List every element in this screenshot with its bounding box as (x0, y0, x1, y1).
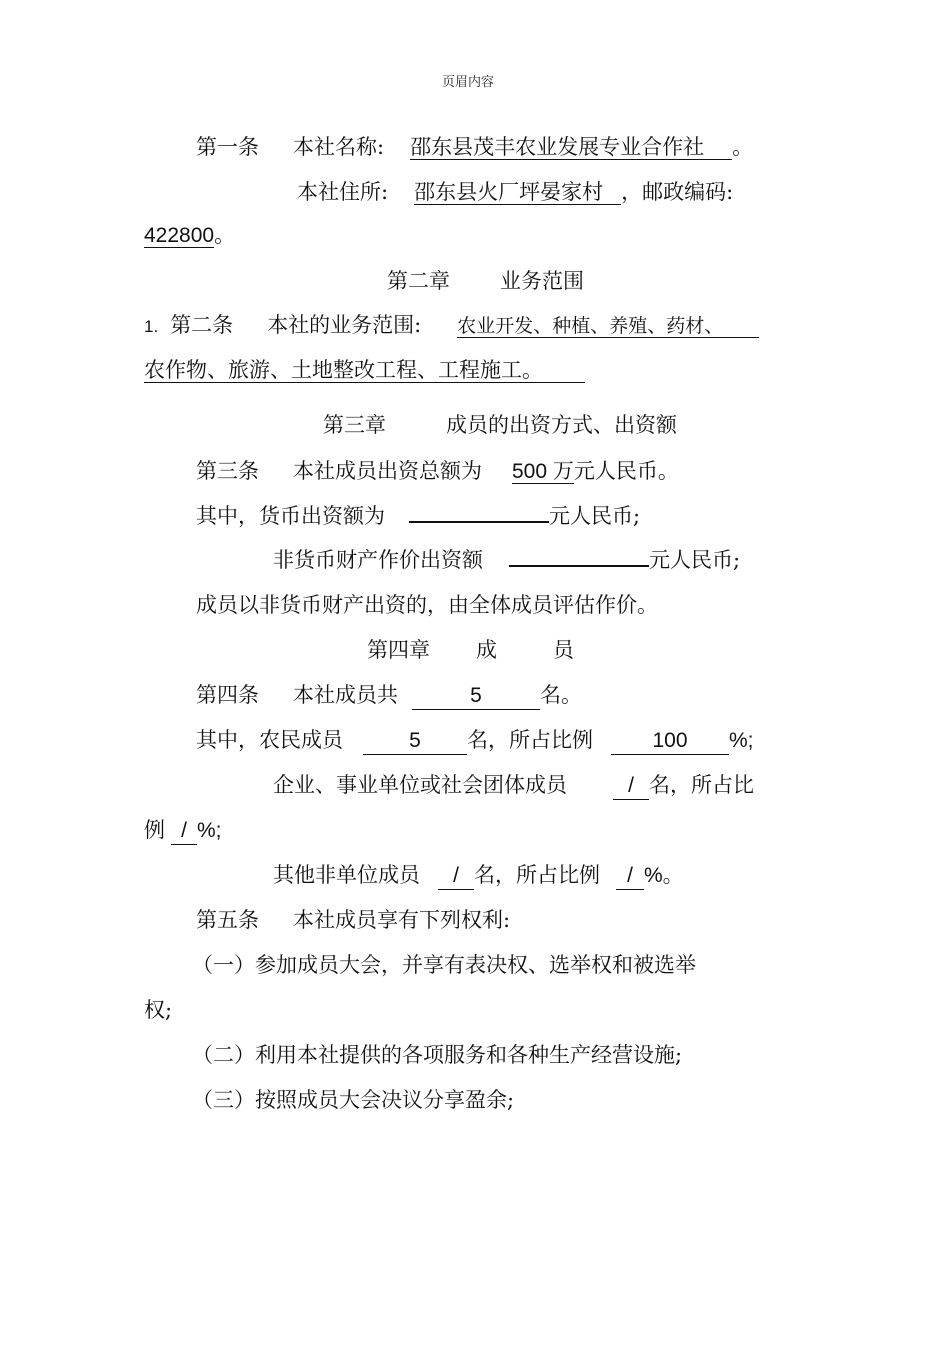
business-scope-1: 农业开发、种植、养殖、药材、 (457, 315, 759, 338)
article-2-line-1 (144, 312, 759, 340)
article-4-line-2 (196, 727, 754, 755)
org-member-percent: / (171, 818, 197, 845)
article-4-line-1 (196, 682, 582, 710)
article-4-line-3 (273, 772, 754, 800)
org-member-percent-end: %; (197, 819, 222, 842)
name-label: 本社名称: (293, 135, 385, 159)
page-header: 页眉内容 (442, 75, 495, 90)
noncash-capital-label: 非货币财产作价出资额 (273, 548, 483, 572)
article-1-label: 第一条 (196, 135, 259, 159)
article-3-line-2 (196, 503, 640, 529)
member-total: 5 (412, 683, 540, 710)
article-3-label: 第三条 (196, 459, 259, 483)
chapter-4-label: 第四章 (367, 638, 430, 662)
org-member-label: 企业、事业单位或社会团体成员 (273, 773, 567, 797)
article-1-line-3 (144, 222, 235, 249)
postcode-label: ，邮政编码: (621, 180, 734, 204)
rights-item-1b: 权; (144, 998, 173, 1022)
article-3-line-1 (196, 458, 679, 485)
chapter-4-title-1: 成 (476, 638, 497, 662)
cash-capital-blank (409, 503, 549, 523)
farmer-count: 5 (363, 728, 467, 755)
business-scope-2: 农作物、旅游、土地整改工程、工程施工。 (144, 358, 585, 383)
member-total-end: 名。 (540, 683, 582, 707)
chapter-3-label: 第三章 (323, 413, 386, 437)
farmer-mid: 名，所占比例 (467, 728, 593, 752)
chapter-3-title: 成员的出资方式、出资额 (446, 413, 677, 437)
chapter-3-heading (323, 412, 677, 438)
article-1-line-2 (297, 179, 733, 205)
article-2-text: 本社的业务范围: (267, 313, 422, 337)
cash-capital-label: 其中，货币出资额为 (196, 504, 385, 528)
farmer-percent: 100 (611, 728, 729, 755)
rights-item-1a: （一）参加成员大会，并享有表决权、选举权和被选举 (192, 953, 696, 977)
org-member-count: / (613, 773, 649, 800)
cooperative-name: 邵东县茂丰农业发展专业合作社 (410, 135, 732, 160)
article-3-line-3 (273, 547, 740, 573)
article-3-note: 成员以非货币财产出资的，由全体成员评估作价。 (196, 593, 658, 617)
other-member-percent: / (616, 863, 644, 890)
total-capital-end: 元人民币。 (573, 459, 679, 483)
farmer-percent-end: %; (729, 729, 754, 752)
total-capital-amount: 500 万 (512, 460, 574, 483)
chapter-4-heading (367, 637, 574, 663)
chapter-2-heading (387, 268, 584, 294)
article-2-number: 1. (144, 317, 159, 336)
rights-item-2: （二）利用本社提供的各项服务和各种生产经营设施; (192, 1043, 683, 1067)
article-4-text: 本社成员共 (293, 683, 398, 707)
postcode-value: 422800 (144, 224, 215, 247)
org-member-cont: 例 (144, 818, 165, 842)
article-5-line-1 (196, 907, 510, 933)
address-label: 本社住所: (297, 180, 389, 204)
farmer-label: 其中，农民成员 (196, 728, 343, 752)
article-5-text: 本社成员享有下列权利: (293, 908, 511, 932)
org-member-mid: 名，所占比 (649, 773, 754, 797)
noncash-capital-end: 元人民币; (649, 548, 741, 572)
article-4-line-4 (144, 817, 222, 845)
address-value: 邵东县火厂坪晏家村 (414, 180, 621, 205)
article-3-text: 本社成员出资总额为 (293, 459, 482, 483)
other-member-percent-end: %。 (644, 864, 684, 887)
article-1-line-1 (196, 134, 753, 160)
postcode-end: 。 (214, 223, 236, 247)
article-4-line-5 (273, 862, 684, 890)
other-member-label: 其他非单位成员 (273, 863, 420, 887)
article-4-label: 第四条 (196, 683, 259, 707)
article-2-line-2 (144, 357, 585, 383)
name-end: 。 (732, 135, 754, 159)
chapter-2-label: 第二章 (387, 269, 450, 293)
other-member-mid: 名，所占比例 (474, 863, 600, 887)
chapter-2-title: 业务范围 (500, 269, 584, 293)
other-member-count: / (438, 863, 474, 890)
noncash-capital-blank (509, 547, 649, 567)
article-2-label: 第二条 (170, 313, 234, 337)
chapter-4-title-2: 员 (553, 638, 574, 662)
article-5-label: 第五条 (196, 908, 259, 932)
rights-item-3: （三）按照成员大会决议分享盈余; (192, 1088, 515, 1112)
cash-capital-end: 元人民币; (549, 504, 641, 528)
